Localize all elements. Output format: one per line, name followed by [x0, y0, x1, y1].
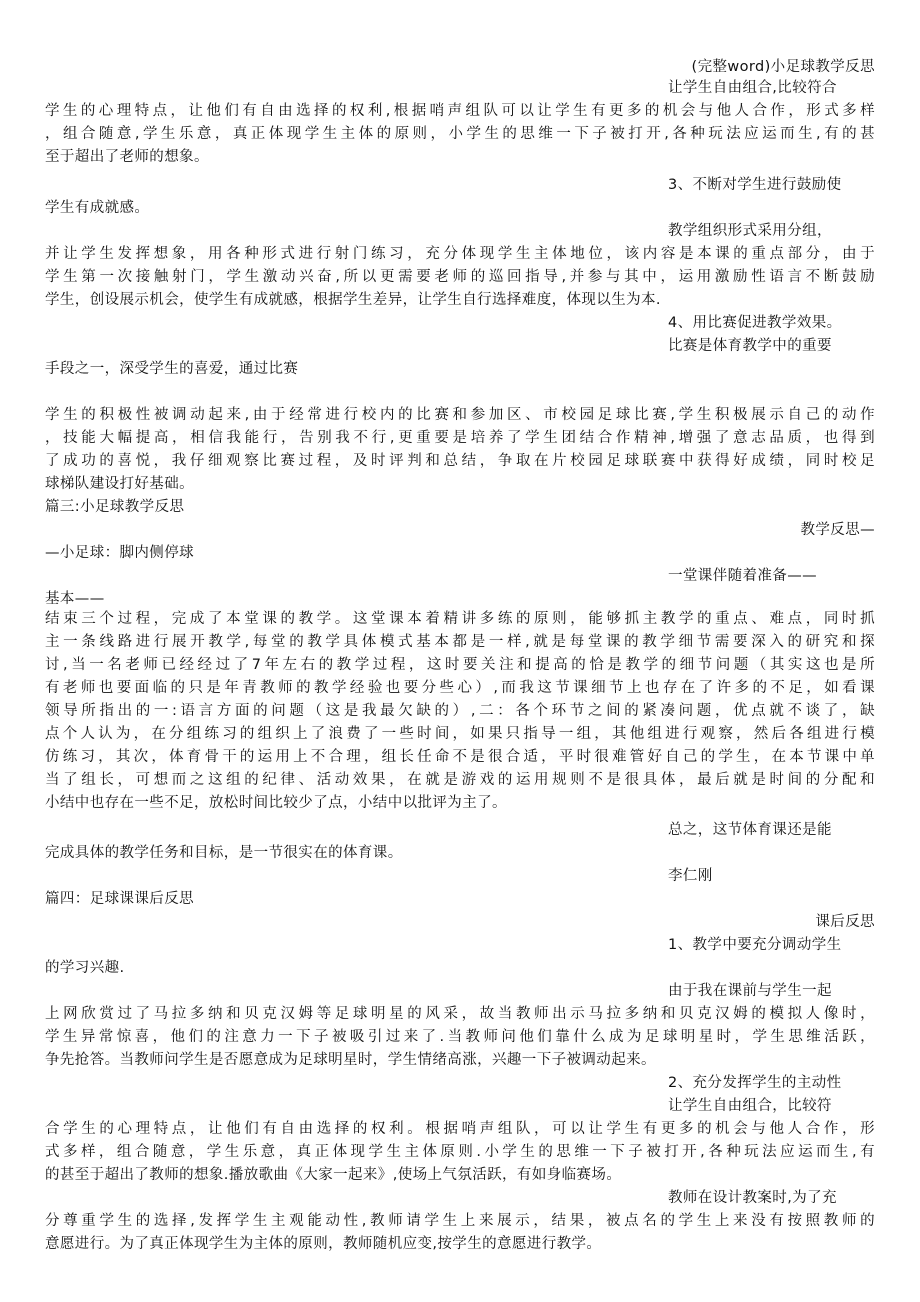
text-line: ，技能大幅提高，相信我能行，告别我不行,更重要是培养了学生团结合作精神,增强了意志品质，也得到 — [45, 430, 875, 446]
text-line: 结束三个过程，完成了本堂课的教学。这堂课本着精讲多练的原则，能够抓主教学的重点、难点，同时抓 — [45, 611, 875, 627]
text-line: 课后反思 — [815, 914, 875, 930]
text-line: —小足球：脚内侧停球 — [45, 545, 194, 561]
text-line: 的甚至于超出了教师的想象.播放歌曲《大家一起来》,使场上气氛活跃，有如身临赛场。 — [45, 1167, 622, 1183]
text-line: 上网欣赏过了马拉多纳和贝克汉姆等足球明星的风采，故当教师出示马拉多纳和贝克汉姆的模拟人像时， — [45, 1006, 875, 1022]
text-line: 学生的心理特点，让他们有自由选择的权利,根据哨声组队可以让学生有更多的机会与他人合作，形式多样 — [45, 103, 875, 119]
text-line: 教师在设计教案时,为了充 — [668, 1190, 837, 1206]
section-heading: 篇四：足球课课后反思 — [45, 891, 194, 907]
section-heading: 篇三:小足球教学反思 — [45, 499, 185, 515]
text-line: 当了组长，可想而之这组的纪律、活动效果，在就是游戏的运用规则不是很具体，最后就是时间的分配和 — [45, 772, 875, 788]
text-line: 学生，创设展示机会，使学生有成就感，根据学生差异，让学生自行选择难度，体现以生为本. — [45, 292, 661, 308]
text-line: 学生有成就感。 — [45, 200, 150, 216]
text-line: 一堂课伴随着准备—— — [668, 568, 817, 584]
text-line: 教学反思— — [800, 522, 875, 538]
text-line: 2、充分发挥学生的主动性 — [668, 1075, 842, 1091]
text-line: 3、不断对学生进行鼓励使 — [668, 177, 842, 193]
text-line: 手段之一，深受学生的喜爱，通过比赛 — [45, 361, 299, 377]
text-line: 学生的积极性被调动起来,由于经常进行校内的比赛和参加区、市校园足球比赛,学生积极展示自己的动作 — [45, 407, 875, 423]
text-line: 总之，这节体育课还是能 — [668, 822, 832, 838]
text-line: 让学生自由组合,比较符合 — [668, 80, 837, 96]
text-line: ，组合随意,学生乐意，真正体现学生主体的原则，小学生的思维一下子被打开,各种玩法应运而生,有的甚 — [45, 126, 875, 142]
text-line: 式多样，组合随意，学生乐意，真正体现学生主体原则.小学生的思维一下子被打开,各种玩法应运而生,有 — [45, 1144, 875, 1160]
document-title: (完整word)小足球教学反思 — [691, 59, 875, 75]
text-line: 合学生的心理特点，让他们有自由选择的权利。根据哨声组队，可以让学生有更多的机会与他人合作，形 — [45, 1121, 875, 1137]
text-line: 讨,当一名老师已经经过了7年左右的教学过程，这时要关注和提高的恰是教学的细节问题（其实这也是所 — [45, 657, 875, 673]
text-line: 完成具体的教学任务和目标，是一节很实在的体育课。 — [45, 845, 403, 861]
text-line: 基本—— — [45, 591, 105, 607]
text-line: 让学生自由组合，比较符 — [668, 1098, 832, 1114]
text-line: 球梯队建设打好基础。 — [45, 476, 194, 492]
text-line: 4、用比赛促进教学效果。 — [668, 315, 842, 331]
text-line: 学生第一次接触射门，学生激动兴奋,所以更需要老师的巡回指导,并参与其中，运用激励性语言不断鼓励 — [45, 269, 875, 285]
text-line: 学生异常惊喜，他们的注意力一下子被吸引过来了.当教师问他们靠什么成为足球明星时，学生思维活跃， — [45, 1029, 875, 1045]
text-line: 至于超出了老师的想象。 — [45, 149, 209, 165]
text-line: 的学习兴趣. — [45, 960, 125, 976]
author-name: 李仁刚 — [668, 868, 713, 884]
text-line: 教学组织形式采用分组， — [668, 223, 832, 239]
text-line: 了成功的喜悦，我仔细观察比赛过程，及时评判和总结，争取在片校园足球联赛中获得好成绩，同时校足 — [45, 453, 875, 469]
text-line: 小结中也存在一些不足，放松时间比较少了点，小结中以批评为主了。 — [45, 795, 507, 811]
text-line: 1、教学中要充分调动学生 — [668, 937, 842, 953]
text-line: 领导所指出的一:语言方面的问题（这是我最欠缺的）,二：各个环节之间的紧凑问题，优点就不谈了，缺 — [45, 703, 875, 719]
text-line: 点个人认为，在分组练习的组织上了浪费了一些时间，如果只指导一组，其他组进行观察，然后各组进行模 — [45, 726, 875, 742]
text-line: 主一条线路进行展开教学,每堂的教学具体模式基本都是一样,就是每堂课的教学细节需要深入的研究和探 — [45, 634, 875, 650]
text-line: 由于我在课前与学生一起 — [668, 983, 832, 999]
text-line: 并让学生发挥想象，用各种形式进行射门练习，充分体现学生主体地位，该内容是本课的重点部分，由于 — [45, 246, 875, 262]
text-line: 有老师也要面临的只是年青教师的教学经验也要分些心）,而我这节课细节上也存在了许多的不足，如看课 — [45, 680, 875, 696]
text-line: 仿练习，其次，体育骨干的运用上不合理，组长任命不是很合适，平时很难管好自己的学生，在本节课中单 — [45, 749, 875, 765]
text-line: 分尊重学生的选择,发挥学生主观能动性,教师请学生上来展示，结果，被点名的学生上来没有按照教师的 — [45, 1213, 875, 1229]
text-line: 比赛是体育教学中的重要 — [668, 338, 832, 354]
text-line: 意愿进行。为了真正体现学生为主体的原则，教师随机应变,按学生的意愿进行教学。 — [45, 1236, 602, 1252]
text-line: 争先抢答。当教师问学生是否愿意成为足球明星时，学生情绪高涨，兴趣一下子被调动起来。 — [45, 1052, 656, 1068]
